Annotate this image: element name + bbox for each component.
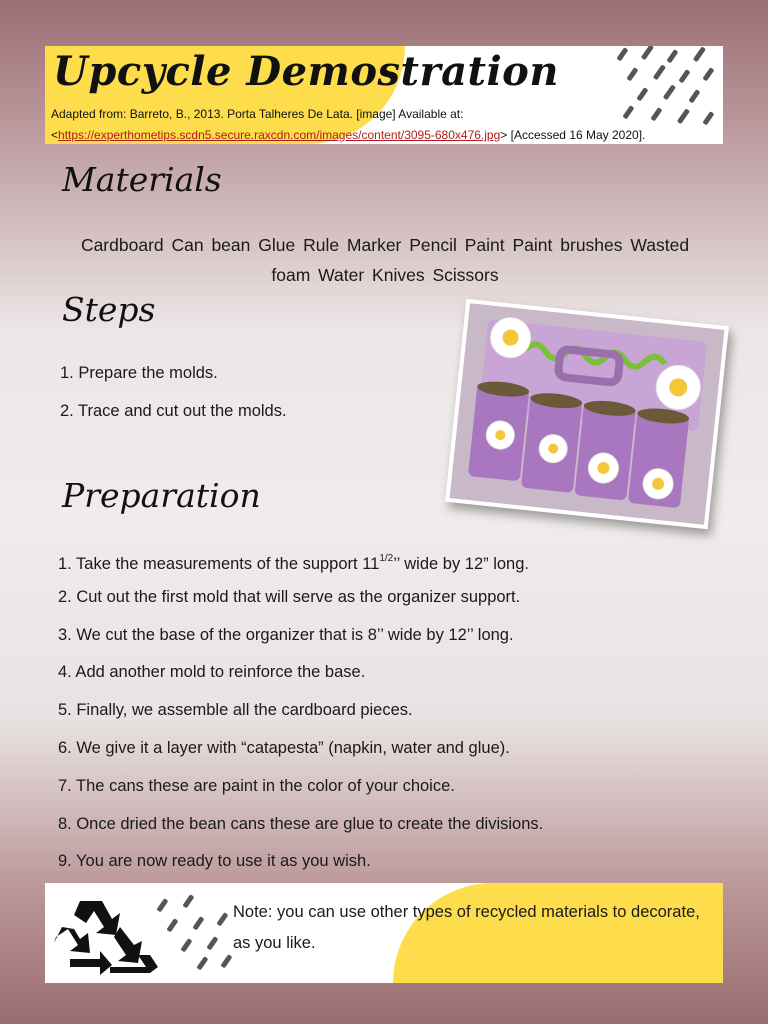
citation-link[interactable]: https://experthometips.scdn5.secure.raxcdn.com/images/content/3095-680x476.jpg (58, 128, 501, 142)
can-organizer-photo (445, 299, 729, 529)
preparation-list (58, 548, 543, 888)
decorative-dashes-icon (145, 893, 235, 973)
preparation-item: 7. The cans these are paint in the color of your choice. (58, 776, 455, 795)
steps-list (60, 362, 287, 438)
preparation-item: 3. We cut the base of the organizer that is 8’’ wide by 12’’ long. (58, 625, 514, 644)
materials-list: Cardboard Can bean Glue Rule Marker Pencil Paint Paint brushes Wasted foam Water Knives Scissors (80, 235, 690, 285)
preparation-item: 9. You are now ready to use it as you wish. (58, 852, 371, 871)
citation-prefix: Adapted from: Barreto, B., 2013. Porta Talheres De Lata. [image] Available at: < (51, 107, 464, 142)
recycle-icon (50, 893, 160, 975)
preparation-item: 6. We give it a layer with “catapesta” (napkin, water and glue). (58, 738, 510, 757)
preparation-heading: Preparation (62, 476, 261, 515)
header-banner (45, 46, 723, 144)
preparation-item: 4. Add another mold to reinforce the base. (58, 663, 366, 682)
fraction-superscript: 1/2 (379, 553, 394, 564)
preparation-item-text: ’’ wide by 12” long. (393, 555, 529, 573)
materials-heading: Materials (62, 160, 222, 199)
preparation-item: 2. Cut out the first mold that will serve as the organizer support. (58, 587, 521, 606)
preparation-item-text: 1. Take the measurements of the support 11 (58, 555, 380, 573)
footer-note: Note: you can use other types of recycled materials to decorate, as you like. (233, 903, 700, 952)
citation-suffix: > [Accessed 16 May 2020]. (500, 128, 646, 142)
step-item: 1. Prepare the molds. (60, 364, 218, 382)
preparation-item: 5. Finally, we assemble all the cardboard pieces. (58, 701, 413, 720)
image-citation (51, 104, 711, 144)
preparation-item (58, 548, 543, 586)
steps-heading: Steps (62, 290, 156, 329)
page-title: Upcycle Demostration (53, 48, 559, 95)
step-item: 2. Trace and cut out the molds. (60, 402, 287, 420)
footer-banner (45, 883, 723, 983)
preparation-item: 8. Once dried the bean cans these are glue to create the divisions. (58, 814, 544, 833)
